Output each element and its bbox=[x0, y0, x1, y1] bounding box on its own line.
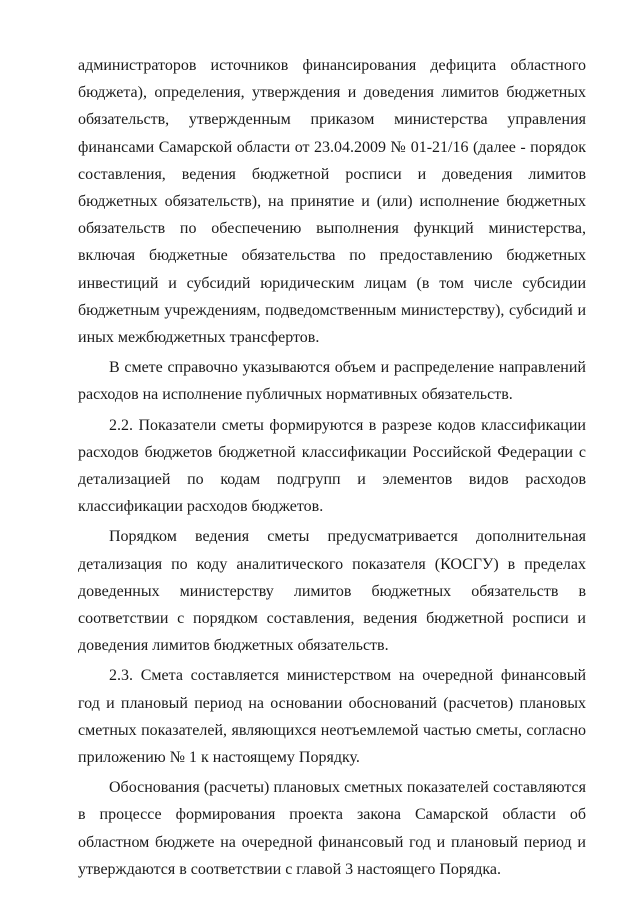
paragraph-2-2: 2.2. Показатели сметы формируются в разрезе кодов классификации расходов бюджетов бюджетной классификации Российской Федерации с детализацией по кодам подгрупп и элементов видов расходов классификации расходов бюджетов. bbox=[78, 416, 586, 516]
paragraph-detailing: Порядком ведения сметы предусматривается дополнительная детализация по коду аналитического показателя (КОСГУ) в пределах доведенных министерству лимитов бюджетных обязательств в соответствии с порядком составления, ведения бюджетной росписи и доведения лимитов бюджетных обязательств. bbox=[78, 528, 586, 655]
paragraph-2-3: 2.3. Смета составляется министерством на очередной финансовый год и плановый период на основании обоснований (расчетов) плановых сметных показателей, являющихся неотъемлемой частью сметы, согласно приложению № 1 к настоящему Порядку. bbox=[78, 667, 586, 767]
paragraph-justifications: Обоснования (расчеты) плановых сметных показателей составляются в процессе формирования проекта закона Самарской области об областном бюджете на очередной финансовый год и плановый период и утверждаются в соответствии с главой 3 настоящего Порядка. bbox=[78, 779, 586, 878]
paragraph-reference-note: В смете справочно указываются объем и распределение направлений расходов на исполнение публичных нормативных обязательств. bbox=[78, 359, 586, 404]
paragraph-continuation: администраторов источников финансирования дефицита областного бюджета), определения, утверждения и доведения лимитов бюджетных обязательств, утвержденным приказом министерства управления финансами Самарской области от 23.04.2009 № 01-21/16 (далее - порядок составления, ведения бюджетной росписи и доведения лимитов бюджетных обязательств), на принятие и (или) исполнение бюджетных обязательств по обеспечению выполнения функций министерства, включая бюджетные обязательства по предоставлению бюджетных инвестиций и субсидий юридическим лицам (в том числе субсидии бюджетным учреждениям, подведомственным министерству), субсидий и иных межбюджетных трансфертов. bbox=[78, 57, 586, 347]
document-body bbox=[78, 52, 586, 883]
